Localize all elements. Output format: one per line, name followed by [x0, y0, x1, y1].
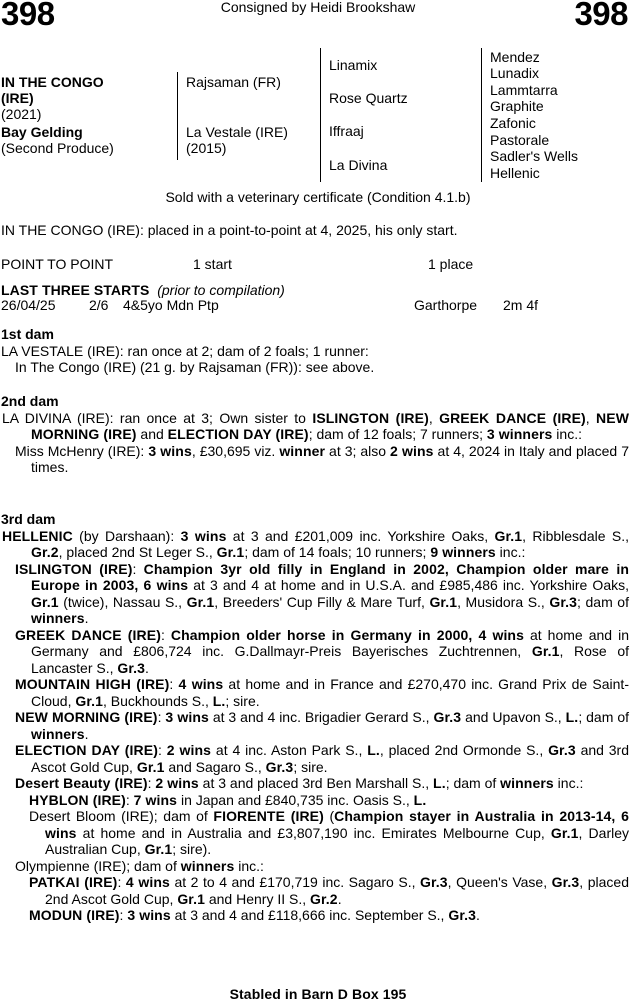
- text-run: :: [117, 874, 126, 890]
- modun-entry: [1, 907, 629, 924]
- grade: Gr.2: [310, 890, 338, 907]
- text-run: and Henry II S.,: [204, 890, 311, 907]
- horse-name: GREEK DANCE (IRE): [15, 626, 161, 643]
- last-starts-heading: LAST THREE STARTS: [1, 282, 150, 298]
- text-run: at 4, 2024 in Italy and placed 7 times.: [31, 442, 629, 475]
- text-run: ; sire.: [225, 692, 260, 709]
- great-grandparent-2: Lunadix: [490, 65, 540, 81]
- wins: 3 wins: [148, 442, 192, 459]
- championship: Champion older horse in Germany in 2000, 4 wins: [170, 626, 524, 643]
- text-run: inc.:: [234, 857, 264, 874]
- race-summary: IN THE CONGO (IRE): placed in a point-to-point at 4, 2025, his only start.: [1, 222, 458, 238]
- text-run: and: [136, 426, 168, 442]
- grade: Gr.3: [117, 659, 146, 676]
- horse-name: PATKAI (IRE): [29, 874, 118, 890]
- patkai-entry: [1, 874, 629, 907]
- text-run: :: [157, 709, 166, 725]
- listed: L.: [565, 709, 579, 725]
- text-run: ; dam of 14 foals; 10 runners;: [244, 544, 431, 560]
- text-run: :: [119, 907, 128, 923]
- text-run: ; sire.: [293, 758, 328, 775]
- start-position: 2/6: [89, 297, 109, 313]
- sibling-election-day: ELECTION DAY (IRE): [167, 426, 309, 442]
- grade: Gr.3: [548, 742, 576, 758]
- desert-bloom-entry: [1, 808, 629, 858]
- grade: Gr.1: [216, 544, 245, 560]
- grandparent-2: Rose Quartz: [329, 90, 408, 106]
- winners-count: 3 winners: [486, 426, 553, 442]
- grade: Gr.1: [494, 527, 523, 544]
- grade: Gr.1: [31, 593, 59, 610]
- ptp-starts: 1 start: [193, 256, 232, 272]
- first-dam-text: LA VESTALE (IRE): ran once at 2; dam of 2 foals; 1 runner:: [1, 342, 369, 359]
- text-run: and Upavon S.,: [461, 709, 566, 725]
- text-run: .: [84, 725, 89, 742]
- horse-name: HELLENIC: [2, 527, 73, 544]
- grade: Gr.1: [429, 593, 458, 610]
- second-dam-progeny: [1, 443, 629, 476]
- text-run: inc.:: [552, 426, 582, 442]
- text-run: .: [476, 907, 480, 923]
- text-run: :: [157, 742, 167, 758]
- hellenic-entry: [1, 528, 629, 561]
- grade: Gr.1: [550, 824, 579, 841]
- election-day-entry: [1, 742, 629, 775]
- wins: 2 wins: [166, 742, 212, 758]
- text-run: at 3 and 4 at home and in U.S.A. and £985,486 inc. Yorkshire Oaks,: [188, 577, 629, 593]
- start-race: 4&5yo Mdn Ptp: [123, 297, 219, 313]
- grade: Gr.1: [75, 692, 104, 709]
- dam-name: La Vestale (IRE): [186, 124, 288, 140]
- text-run: (twice), Nassau S.,: [58, 593, 187, 610]
- winners: winners: [500, 775, 554, 791]
- new-morning-entry: [1, 709, 629, 742]
- islington-entry: [1, 561, 629, 627]
- wins: 3 wins: [127, 907, 171, 923]
- text-run: , Buckhounds S.,: [103, 692, 213, 709]
- pedigree-bracket-2: [320, 48, 321, 182]
- vet-note: Sold with a veterinary certificate (Condition 4.1.b): [165, 189, 471, 205]
- grandparent-4: La Divina: [329, 157, 388, 173]
- text-run: ; dam of 12 foals; 7 runners;: [308, 426, 487, 442]
- pedigree-bracket-3: [481, 48, 482, 182]
- text-run: (by Darshaan):: [72, 527, 181, 544]
- pedigree-bracket-1: [177, 72, 178, 160]
- start-date: 26/04/25: [1, 297, 56, 313]
- grade: Gr.1: [136, 758, 165, 775]
- last-starts-note: (prior to compilation): [157, 282, 285, 298]
- grade: Gr.3: [420, 874, 448, 890]
- listed: L.: [433, 775, 446, 791]
- horse-name: NEW MORNING (IRE): [15, 709, 158, 725]
- sibling-islington: ISLINGTON (IRE): [312, 409, 429, 426]
- great-grandparent-1: Mendez: [490, 49, 540, 65]
- text-run: , Breeders' Cup Filly & Mare Turf,: [214, 593, 430, 610]
- winners: winners: [180, 857, 235, 874]
- grade: Gr.3: [433, 709, 462, 725]
- grade: Gr.2: [31, 544, 59, 560]
- text-run: ,: [585, 409, 597, 426]
- text-run: at home and in Australia and £3,807,190 inc. Emirates Melbourne Cup,: [76, 824, 551, 841]
- text-run: :: [125, 791, 134, 808]
- text-run: :: [169, 676, 179, 692]
- grade: Gr.3: [265, 758, 294, 775]
- horse-name: IN THE CONGO: [1, 74, 104, 90]
- wins: 2 wins: [155, 775, 199, 791]
- horse-produce: (Second Produce): [1, 140, 114, 156]
- great-grandparent-4: Graphite: [490, 98, 544, 114]
- consignor: Consigned by Heidi Brookshaw: [220, 0, 416, 15]
- great-grandparent-3: Lammtarra: [490, 82, 558, 98]
- text-run: .: [337, 890, 342, 907]
- second-dam-text: [1, 410, 629, 443]
- text-run: , placed 2nd Ascot Gold Cup,: [45, 874, 629, 907]
- text-run: :: [160, 626, 171, 643]
- text-run: at 4 inc. Aston Park S.,: [211, 742, 368, 758]
- horse-name: Desert Beauty (IRE): [15, 775, 148, 791]
- wins: 4 wins: [178, 676, 224, 692]
- sibling-greek-dance: GREEK DANCE (IRE): [439, 409, 586, 426]
- wins: 4 wins: [125, 874, 170, 890]
- text-run: .: [145, 659, 149, 676]
- text-run: inc.:: [553, 775, 584, 791]
- olympienne-entry: [1, 858, 629, 875]
- text-run: LA DIVINA (IRE): ran once at 3; Own sister to: [2, 409, 313, 426]
- text-run: , Ribblesdale S.,: [522, 527, 629, 544]
- text-run: at 3 and 4 and £118,666 inc. September S.,: [170, 907, 449, 923]
- grade: Gr.1: [144, 841, 173, 857]
- grade: Gr.3: [551, 874, 580, 890]
- text-run: , Queen's Vase,: [447, 874, 552, 890]
- grade: Gr.1: [531, 643, 560, 659]
- text-run: :: [132, 560, 144, 577]
- wins: 7 wins: [133, 791, 178, 808]
- first-dam-heading: 1st dam: [1, 326, 54, 342]
- horse-name: ISLINGTON (IRE): [15, 560, 133, 577]
- text-run: , placed 2nd Ormonde S.,: [379, 742, 549, 758]
- text-run: and 3rd Ascot Gold Cup,: [31, 742, 630, 775]
- wins: 2 wins: [390, 442, 434, 459]
- second-dam-heading: 2nd dam: [1, 393, 59, 409]
- text-run: ; dam of: [578, 709, 629, 725]
- grade: Gr.3: [549, 593, 578, 610]
- text-run: in Japan and £840,735 inc. Oasis S.,: [177, 791, 414, 808]
- text-run: ; sire).: [172, 841, 212, 857]
- listed: L.: [212, 692, 226, 709]
- text-run: .: [84, 610, 89, 626]
- start-distance: 2m 4f: [503, 297, 539, 313]
- sibling-new-morning: NEW MORNING (IRE): [31, 409, 630, 442]
- mountain-high-entry: [1, 676, 629, 709]
- horse-name: FIORENTE (IRE): [213, 808, 324, 824]
- championship: Champion 3yr old filly in England in 2002, Champion older mare in Europe in 2003, 6 wins: [31, 560, 629, 593]
- horse-name: MODUN (IRE): [29, 907, 120, 923]
- winners: winners: [31, 610, 85, 626]
- great-grandparent-8: Hellenic: [490, 165, 540, 181]
- text-run: Olympienne (IRE); dam of: [15, 857, 181, 874]
- hyblon-entry: [1, 792, 629, 809]
- winners-count: 9 winners: [430, 544, 496, 560]
- dam-year: (2015): [186, 140, 227, 156]
- great-grandparent-7: Sadler's Wells: [490, 148, 578, 164]
- championship: Champion stayer in Australia in 2013-14, 6 wins: [45, 808, 630, 841]
- winners: winners: [31, 725, 85, 742]
- text-run: and Sagaro S.,: [164, 758, 266, 775]
- progeny-name: Miss McHenry (IRE):: [15, 442, 149, 459]
- lot-number-left: 398: [1, 0, 55, 32]
- text-run: ,: [428, 409, 440, 426]
- first-dam-progeny: In The Congo (IRE) (21 g. by Rajsaman (FR)): see above.: [15, 359, 375, 375]
- grade: Gr.3: [448, 907, 476, 923]
- greek-dance-entry: [1, 627, 629, 677]
- third-dam-heading: 3rd dam: [1, 511, 56, 527]
- horse-name: HYBLON (IRE): [29, 791, 126, 808]
- text-run: at 3 and placed 3rd Ben Marshall S.,: [198, 775, 434, 791]
- great-grandparent-6: Pastorale: [490, 132, 550, 148]
- text-run: at home and in France and £270,470 inc. Grand Prix de Saint-Cloud,: [31, 676, 629, 709]
- first-dam-section: [1, 326, 629, 376]
- horse-name: ELECTION DAY (IRE): [15, 742, 158, 758]
- horse-description: Bay Gelding: [1, 124, 83, 140]
- listed: L.: [367, 742, 380, 758]
- text-run: (: [323, 808, 335, 824]
- text-run: at 3 and £201,009 inc. Yorkshire Oaks,: [226, 527, 495, 544]
- second-dam-section: [1, 393, 629, 476]
- sire-name: Rajsaman (FR): [186, 74, 281, 90]
- third-dam-section: [1, 511, 629, 924]
- text-run: at 3 and 4 inc. Brigadier Gerard S.,: [208, 709, 434, 725]
- text-run: inc.:: [495, 544, 526, 560]
- text-run: Desert Bloom (IRE); dam of: [29, 808, 214, 824]
- grandparent-3: Iffraaj: [329, 123, 364, 139]
- text-run: at 2 to 4 and £170,719 inc. Sagaro S.,: [169, 874, 421, 890]
- ptp-label: POINT TO POINT: [1, 256, 114, 272]
- text-run: ; dam of: [445, 775, 501, 791]
- listed: L.: [413, 791, 427, 808]
- horse-country: (IRE): [1, 90, 34, 106]
- text-run: , placed 2nd St Leger S.,: [58, 544, 217, 560]
- wins: 3 wins: [180, 527, 227, 544]
- text-run: , Darley Australian Cup,: [45, 824, 630, 857]
- text-run: , £30,695 viz.: [191, 442, 280, 459]
- great-grandparent-5: Zafonic: [490, 115, 536, 131]
- horse-name: MOUNTAIN HIGH (IRE): [15, 676, 170, 692]
- lot-number-right: 398: [574, 0, 628, 32]
- text-run: :: [147, 775, 156, 791]
- text-run: at home and in Germany and £806,724 inc. G.Dallmayr-Preis Bayerisches Zuchtrennen,: [31, 626, 629, 659]
- ptp-places: 1 place: [428, 256, 474, 272]
- horse-year: (2021): [1, 106, 42, 122]
- start-course: Garthorpe: [414, 297, 478, 313]
- text-run: ; dam of: [577, 593, 629, 610]
- text-run: , Musidora S.,: [457, 593, 550, 610]
- text-run: at 3; also: [325, 442, 391, 459]
- wins: 3 wins: [165, 709, 209, 725]
- text-run: , Rose of Lancaster S.,: [31, 643, 630, 676]
- grandparent-1: Linamix: [329, 57, 378, 73]
- desert-beauty-entry: [1, 775, 629, 792]
- grade: Gr.1: [186, 593, 215, 610]
- wins: winner: [279, 442, 326, 459]
- grade: Gr.1: [177, 890, 205, 907]
- stable-location: Stabled in Barn D Box 195: [229, 986, 407, 1002]
